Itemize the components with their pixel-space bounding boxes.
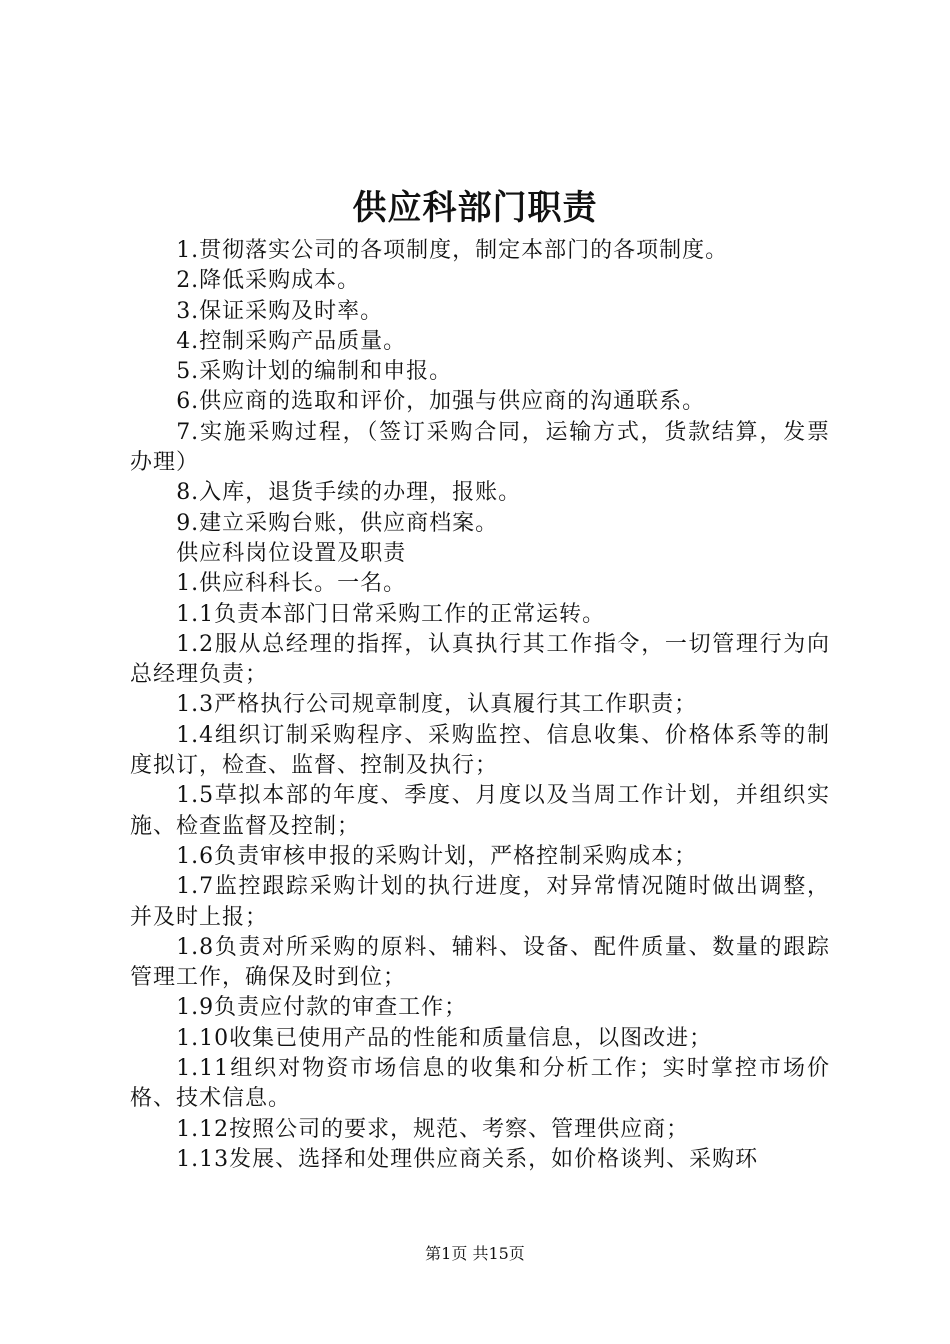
page-title: 供应科部门职责 [352, 188, 598, 228]
paragraph: 1.9负责应付款的审查工作； [176, 995, 468, 1021]
paragraph: 1.供应科科长。一名。 [176, 571, 407, 597]
paragraph: 4.控制采购产品质量。 [176, 328, 407, 354]
paragraph: 1.1负责本部门日常采购工作的正常运转。 [176, 601, 606, 627]
paragraph: 2.降低采购成本。 [176, 268, 361, 294]
paragraph: 6.供应商的选取和评价，加强与供应商的沟通联系。 [176, 389, 706, 415]
paragraph: 1.10收集已使用产品的性能和质量信息，以图改进； [176, 1025, 713, 1051]
paragraph: 3.保证采购及时率。 [176, 298, 384, 324]
paragraph: 1.贯彻落实公司的各项制度，制定本部门的各项制度。 [176, 238, 729, 263]
paragraph: 1.5草拟本部的年度、季度、月度以及当周工作计划，并组织实施、检查监督及控制； [130, 783, 830, 839]
paragraph: 1.12按照公司的要求，规范、考察、管理供应商； [176, 1116, 690, 1142]
paragraph: 1.4组织订制采购程序、采购监控、信息收集、价格体系等的制度拟订，检查、监督、控制及执行； [130, 722, 830, 779]
paragraph: 1.3严格执行公司规章制度，认真履行其工作职责； [176, 692, 698, 718]
paragraph: 5.采购计划的编制和申报。 [176, 359, 453, 385]
paragraph: 8.入库，退货手续的办理，报账。 [176, 480, 522, 506]
paragraph: 1.2服从总经理的指挥，认真执行其工作指令，一切管理行为向总经理负责； [130, 631, 830, 688]
paragraph: 1.7监控跟踪采购计划的执行进度，对异常情况随时做出调整，并及时上报； [130, 874, 830, 930]
paragraph: 9.建立采购台账，供应商档案。 [176, 510, 499, 536]
paragraph: 7.实施采购过程，（签订采购合同，运输方式，货款结算，发票办理） [130, 419, 830, 476]
section-heading: 供应科岗位设置及职责 [176, 540, 407, 566]
page-footer: 第1页 共15页 [425, 1244, 525, 1263]
paragraph: 1.11组织对物资市场信息的收集和分析工作；实时掌控市场价格、技术信息。 [130, 1056, 830, 1112]
paragraph: 1.8负责对所采购的原料、辅料、设备、配件质量、数量的跟踪管理工作，确保及时到位； [130, 934, 830, 991]
document-body [130, 236, 830, 1175]
paragraph: 1.13发展、选择和处理供应商关系，如价格谈判、采购环 [176, 1146, 759, 1172]
paragraph: 1.6负责审核申报的采购计划，严格控制采购成本； [176, 843, 698, 869]
